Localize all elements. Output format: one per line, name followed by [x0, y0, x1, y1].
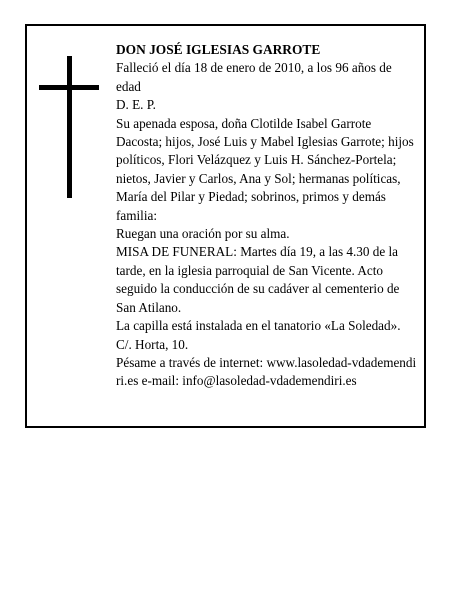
- cross-vertical-bar: [67, 56, 72, 198]
- cross-horizontal-bar: [39, 85, 99, 90]
- obituary-notice: [25, 24, 426, 428]
- family-mourners: Su apenada esposa, doña Clotilde Isabel Garrote Dacosta; hijos, José Luis y Mabel Iglesias Garrote; hijos políticos, Flori Velázquez y Luis H. Sánchez-Portela; nietos, Javier y Carlos, Ana y Sol; hermanas políticas, María del Pilar y Piedad; sobrinos, primos y demás familia:: [116, 115, 414, 223]
- death-details: Falleció el día 18 de enero de 2010, a los 96 años de edad: [116, 60, 392, 94]
- funeral-mass-details: MISA DE FUNERAL: Martes día 19, a las 4.30 de la tarde, en la iglesia parroquial de San Vicente. Acto seguido la conducción de su cadáver al cementerio de San Atilano.: [116, 244, 400, 315]
- notice-body: [116, 41, 418, 391]
- deceased-name: DON JOSÉ IGLESIAS GARROTE: [116, 42, 321, 57]
- chapel-location: La capilla está instalada en el tanatorio «La Soledad». C/. Horta, 10.: [116, 318, 401, 352]
- condolences-contact: Pésame a través de internet: www.lasoledad-vdademendiri.es e-mail: info@lasoledad-vdademendiri.es: [116, 354, 417, 389]
- rest-in-peace: D. E. P.: [116, 97, 156, 113]
- cross-icon: [39, 56, 99, 198]
- prayer-request: Ruegan una oración por su alma.: [116, 226, 290, 242]
